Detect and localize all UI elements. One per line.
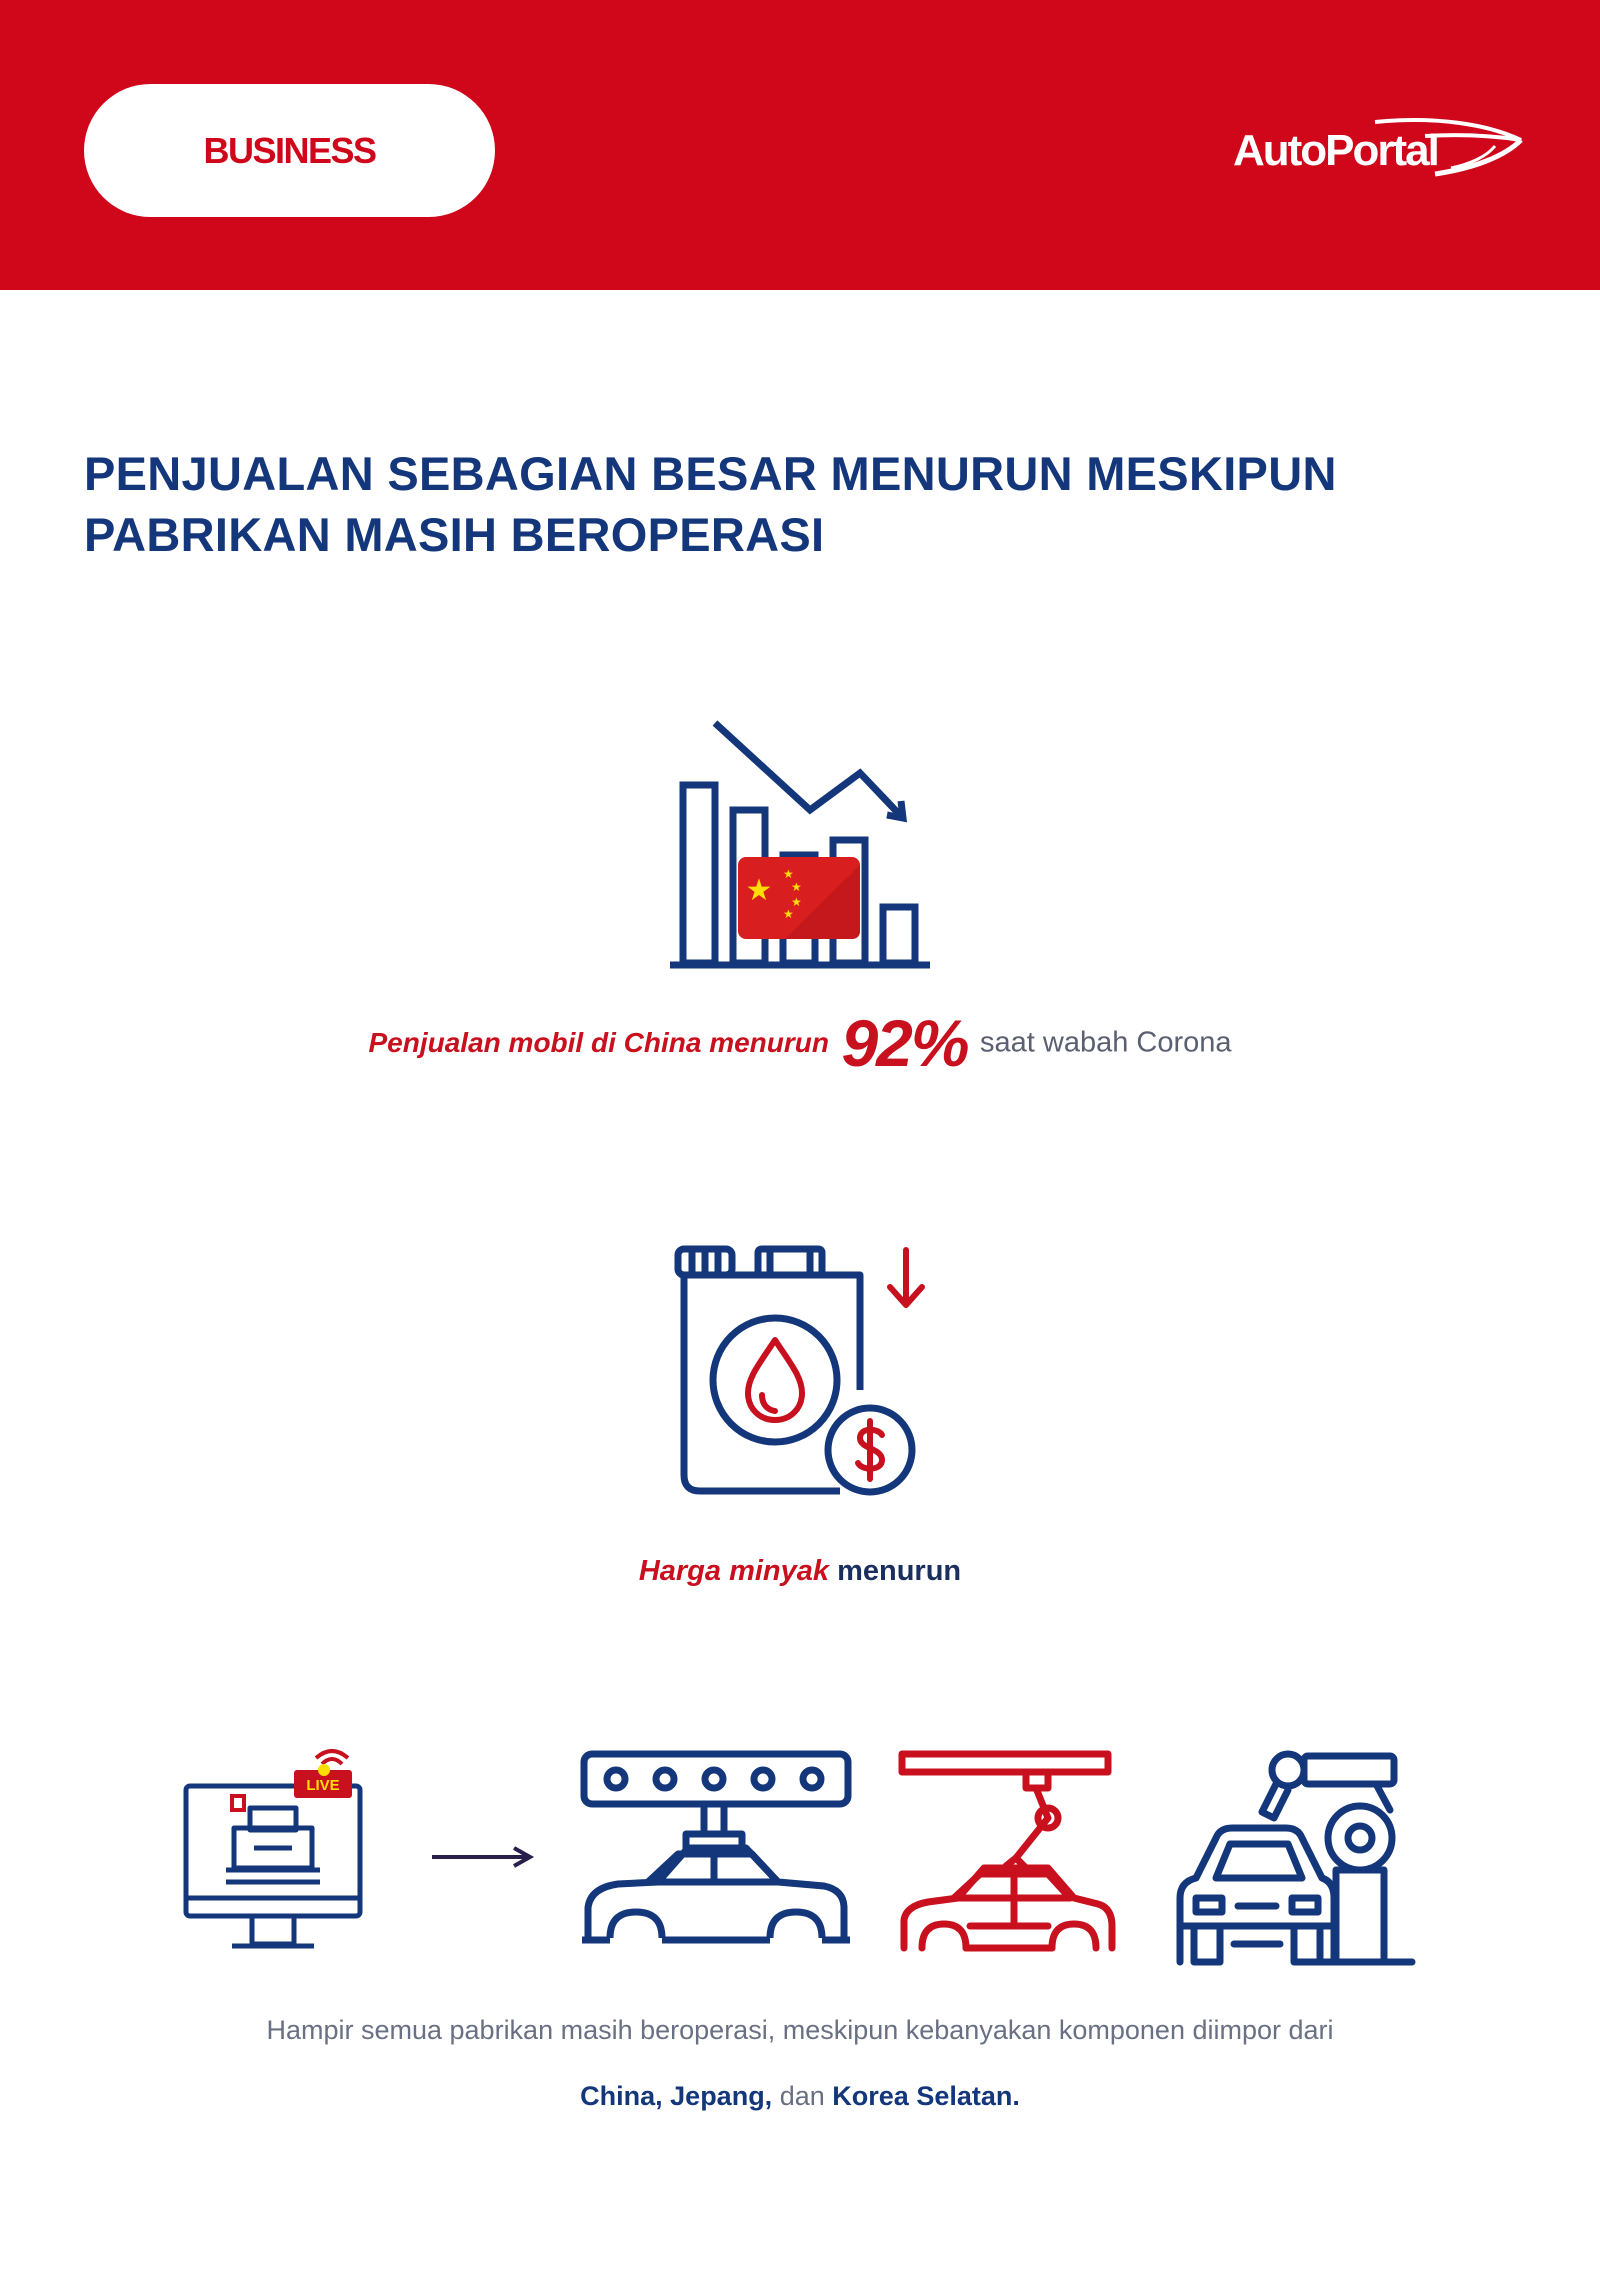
brand-logo [1225, 112, 1525, 182]
live-badge [294, 1764, 352, 1798]
china-sales-tail: saat wabah Corona [980, 1026, 1232, 1059]
robotic-arm-car-icon [898, 1748, 1116, 1966]
factory-countries [0, 2081, 1600, 2112]
robot-car-assembly-icon [1176, 1748, 1418, 1966]
arrow-right-icon [430, 1845, 536, 1869]
header-banner [0, 0, 1600, 290]
live-stream-monitor-icon [182, 1748, 372, 1963]
country-china: China, [580, 2081, 663, 2111]
svg-text:★: ★ [783, 907, 794, 921]
svg-text:★: ★ [783, 867, 794, 881]
svg-text:★: ★ [791, 880, 802, 894]
oil-price-lead: Harga minyak [638, 1555, 830, 1587]
china-sales-stat [0, 1005, 1600, 1095]
page-title-line-2: PABRIKAN MASIH BEROPERASI [84, 508, 825, 561]
country-korea: Korea Selatan. [832, 2081, 1020, 2111]
conjunction: dan [779, 2081, 825, 2111]
oil-price-stat [0, 1555, 1600, 1588]
brand-name: AutoPortal [1233, 126, 1438, 175]
china-flag-icon [738, 857, 860, 939]
svg-text:★: ★ [745, 873, 773, 908]
car-body-hoist-icon [578, 1748, 854, 1966]
oil-canister-icon [670, 1245, 940, 1505]
page-title-line-1: PENJUALAN SEBAGIAN BESAR MENURUN MESKIPUN [84, 447, 1337, 500]
live-badge-label: LIVE [306, 1777, 340, 1794]
country-japan: Jepang, [670, 2081, 773, 2111]
oil-price-tail: menurun [837, 1555, 962, 1587]
page-title [84, 443, 1484, 565]
china-sales-lead: Penjualan mobil di China menurun [368, 1027, 829, 1058]
factory-caption: Hampir semua pabrikan masih beroperasi, meskipun kebanyakan komponen diimpor dari [266, 2015, 1334, 2045]
declining-bar-chart-icon [665, 715, 935, 975]
china-sales-percent: 92% [841, 1006, 968, 1080]
category-label: BUSINESS [203, 129, 376, 171]
svg-text:★: ★ [791, 895, 802, 909]
category-pill [84, 84, 495, 217]
